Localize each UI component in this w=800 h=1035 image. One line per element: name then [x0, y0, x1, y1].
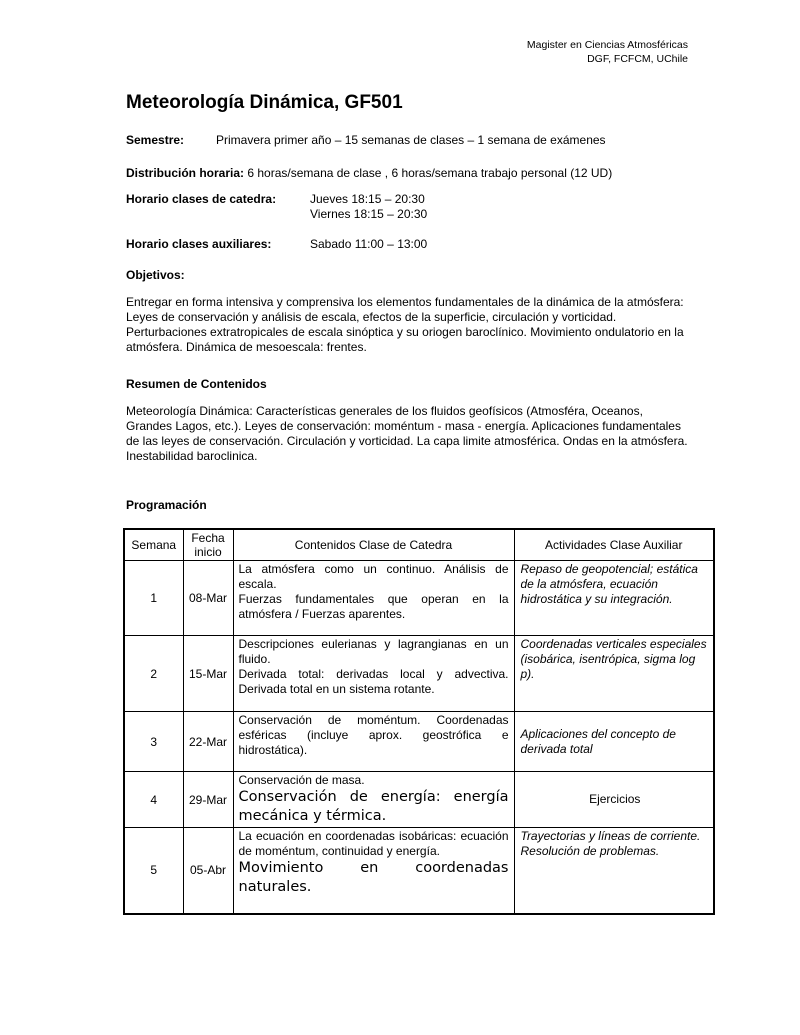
- lecture-contents-cell: [233, 772, 514, 828]
- auxiliary-activities-cell: [514, 561, 714, 636]
- header-institution: Magister en Ciencias Atmosféricas: [526, 39, 688, 51]
- semester-row: [126, 133, 688, 148]
- header-department: DGF, FCFCM, UChile: [587, 53, 688, 65]
- start-date-cell: 08-Mar: [183, 561, 233, 636]
- lecture-contents-cell: [233, 561, 514, 636]
- lecture-schedule-label: Horario clases de catedra:: [126, 192, 277, 206]
- col-header-lecture-contents: Contenidos Clase de Catedra: [233, 529, 514, 561]
- contents-paragraph: La atmósfera como un continuo. Análisis de escala.: [238, 562, 509, 591]
- hour-distribution-row: [126, 166, 688, 181]
- week-cell: 1: [124, 561, 183, 636]
- contents-summary-heading: Resumen de Contenidos: [126, 377, 267, 391]
- auxiliary-schedule-label: Horario clases auxiliares:: [126, 237, 272, 251]
- week-cell: 4: [124, 772, 183, 828]
- activities-paragraph: Ejercicios: [589, 792, 641, 806]
- week-cell: 3: [124, 712, 183, 772]
- lecture-contents-cell: [233, 636, 514, 712]
- activities-paragraph: Resolución de problemas.: [520, 844, 660, 858]
- hour-distribution-value: 6 horas/semana de clase , 6 horas/semana trabajo personal (12 UD): [247, 166, 613, 180]
- auxiliary-activities-cell: [514, 772, 714, 828]
- lecture-contents-cell: [233, 828, 514, 914]
- activities-paragraph: Aplicaciones del concepto de derivada total: [520, 726, 676, 756]
- contents-paragraph: Conservación de masa.: [238, 773, 365, 787]
- contents-paragraph-large: Conservación de energía: energía mecánica y térmica.: [238, 789, 509, 824]
- activities-paragraph: Trayectorias y líneas de corriente.: [520, 829, 701, 843]
- col-header-auxiliary-activities: Actividades Clase Auxiliar: [514, 529, 714, 561]
- lecture-schedule-row: [126, 192, 688, 222]
- lecture-schedule-line2: Viernes 18:15 – 20:30: [310, 207, 428, 221]
- start-date-cell: 29-Mar: [183, 772, 233, 828]
- auxiliary-activities-cell: [514, 712, 714, 772]
- contents-paragraph: Descripciones eulerianas y lagrangianas en un fluido.: [238, 637, 509, 666]
- page-title: Meteorología Dinámica, GF501: [126, 92, 403, 113]
- semester-label: Semestre:: [126, 133, 185, 147]
- contents-summary-text: Meteorología Dinámica: Características generales de los fluidos geofísicos (Atmosféra, Oceanos, Grandes Lagos, etc.). Leyes de conservación: moméntum - masa - energía. Aplicaciones fundamentales de las leyes de conservación. Circulación y vorticidad. La capa limite atmosférica. Ondas en la atmósfera. Inestabilidad baroclinica.: [126, 404, 688, 463]
- hour-distribution-label: Distribución horaria:: [126, 166, 245, 180]
- table-row-week-2: [124, 636, 714, 712]
- auxiliary-schedule-row: [126, 237, 688, 252]
- table-header-row: [124, 529, 714, 561]
- schedule-heading: Programación: [126, 498, 207, 512]
- semester-value: Primavera primer año – 15 semanas de clases – 1 semana de exámenes: [216, 133, 606, 147]
- objectives-text: Entregar en forma intensiva y comprensiva los elementos fundamentales de la dinámica de la atmósfera: Leyes de conservación y análisis de escala, efectos de la superficie, circulación y vorticidad. Perturbaciones extratropicales de escala sinóptica y su oriogen baroclínico. Movimiento ondulatorio en la atmósfera. Dinámica de mesoescala: frentes.: [126, 295, 684, 354]
- start-date-cell: 05-Abr: [183, 828, 233, 914]
- start-date-cell: 22-Mar: [183, 712, 233, 772]
- document-header: [126, 38, 688, 66]
- contents-paragraph: La ecuación en coordenadas isobáricas: ecuación de moméntum, continuidad y energía.: [238, 829, 509, 858]
- col-header-week: Semana: [124, 529, 183, 561]
- table-row-week-5: [124, 828, 714, 914]
- activities-paragraph: Repaso de geopotencial; estática de la atmósfera, ecuación hidrostática y su integración.: [520, 562, 698, 606]
- lecture-contents-cell: [233, 712, 514, 772]
- auxiliary-activities-cell: [514, 636, 714, 712]
- table-row-week-1: [124, 561, 714, 636]
- lecture-schedule-line1: Jueves 18:15 – 20:30: [310, 192, 425, 206]
- table-row-week-4: [124, 772, 714, 828]
- auxiliary-schedule-value: Sabado 11:00 – 13:00: [310, 237, 428, 251]
- start-date-cell: 15-Mar: [183, 636, 233, 712]
- activities-paragraph: Coordenadas verticales especiales (isobárica, isentrópica, sigma log p).: [520, 637, 707, 681]
- lecture-schedule-values: [310, 192, 427, 222]
- week-cell: 2: [124, 636, 183, 712]
- contents-paragraph: Conservación de moméntum. Coordenadas esféricas (incluye aprox. geostrófica e hidrostática).: [238, 713, 509, 757]
- contents-paragraph: Derivada total: derivadas local y advectiva. Derivada total en un sistema rotante.: [238, 667, 509, 696]
- contents-paragraph-large: Movimiento en coordenadas naturales.: [238, 860, 509, 895]
- table-row-week-3: [124, 712, 714, 772]
- contents-paragraph: Fuerzas fundamentales que operan en la atmósfera / Fuerzas aparentes.: [238, 592, 509, 621]
- objectives-heading: Objetivos:: [126, 268, 185, 282]
- week-cell: 5: [124, 828, 183, 914]
- auxiliary-activities-cell: [514, 828, 714, 914]
- col-header-start-date: Fecha inicio: [183, 529, 233, 561]
- schedule-table: [123, 528, 715, 915]
